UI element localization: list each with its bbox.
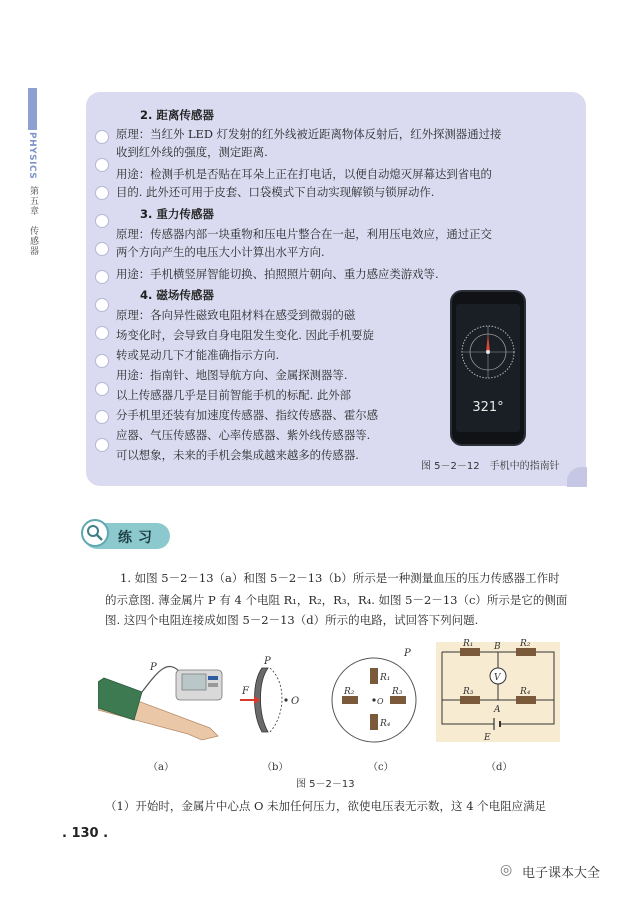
publisher-brand: 电子课本大全	[522, 866, 601, 881]
paragraph-line: 原理：传感器内部一块重物和压电片整合在一起，利用压电效应，通过正交	[116, 227, 492, 241]
compass-degree-readout: 321°	[472, 400, 504, 415]
paragraph-line: 场变化时，会导致自身电阻发生变化. 因此手机要旋	[116, 328, 374, 342]
paragraph-line: 原理：当红外 LED 灯发射的红外线被近距离物体反射后，红外探测器通过接	[116, 127, 502, 141]
binder-hole	[95, 410, 109, 424]
section-heading: 2. 距离传感器	[140, 108, 214, 122]
paragraph-line: 可以想象，未来的手机会集成越来越多的传感器.	[116, 448, 359, 462]
binder-hole	[95, 186, 109, 200]
label-O: O	[377, 697, 384, 706]
binder-hole	[95, 326, 109, 340]
label-R4: R₄	[520, 687, 531, 697]
label-R1: R₁	[463, 639, 474, 649]
subfigure-label-c: （c）	[368, 762, 394, 773]
label-E: E	[484, 733, 491, 743]
label-R3: R₃	[463, 687, 474, 697]
binder-hole	[95, 214, 109, 228]
label-R4: R₄	[380, 719, 391, 729]
chapter-tab-marker	[28, 88, 37, 130]
binder-hole	[95, 130, 109, 144]
label-O: O	[291, 696, 300, 707]
paragraph-line: 收到红外线的强度，测定距离.	[116, 145, 268, 159]
metal-plate-side-view	[236, 652, 306, 752]
binder-hole	[95, 382, 109, 396]
section-heading: 3. 重力传感器	[140, 207, 214, 221]
binder-hole	[95, 270, 109, 284]
label-R2: R₂	[344, 687, 355, 697]
label-R2: R₂	[520, 639, 531, 649]
side-physics-label: PHYSICS	[27, 132, 37, 180]
binder-hole	[95, 438, 109, 452]
label-A: A	[494, 705, 501, 715]
figure-caption: 图 5－2－13	[296, 779, 355, 790]
question-line: 图. 这四个电阻连接成如图 5－2－13（d）所示的电路，试回答下列问题.	[105, 613, 479, 627]
question-line: 1. 如图 5－2－13（a）和图 5－2－13（b）所示是一种测量血压的压力传感器工作时	[120, 571, 560, 585]
binder-hole	[95, 298, 109, 312]
label-F: F	[242, 686, 249, 697]
question-sub-line: （1）开始时，金属片中心点 O 未加任何压力，欲使电压表无示数，这 4 个电阻应满足	[105, 799, 547, 813]
section-heading: 4. 磁场传感器	[140, 288, 214, 302]
binder-hole	[95, 242, 109, 256]
paragraph-line: 以上传感器几乎是目前智能手机的标配. 此外部	[116, 388, 352, 402]
label-P: P	[404, 648, 411, 659]
paragraph-line: 用途：指南针、地图导航方向、金属探测器等.	[116, 368, 348, 382]
subfigure-label-b: （b）	[262, 762, 289, 773]
bridge-circuit-diagram	[432, 638, 564, 748]
binder-hole	[95, 158, 109, 172]
phone-screen	[456, 304, 520, 432]
side-chapter-label: 第五章 传感器	[28, 186, 38, 256]
binder-hole	[95, 354, 109, 368]
label-P: P	[264, 656, 271, 667]
figure-caption: 图 5－2－12 手机中的指南针	[421, 461, 560, 472]
blood-pressure-monitor-illustration	[98, 648, 228, 748]
page-number: . 130 .	[62, 826, 109, 841]
paragraph-line: 分手机里还装有加速度传感器、指纹传感器、霍尔感	[116, 408, 378, 422]
paragraph-line: 用途：检测手机是否贴在耳朵上正在打电话，以便自动熄灭屏幕达到省电的	[116, 167, 492, 181]
phone-compass-image	[450, 290, 526, 446]
resistor-layout-front-view	[322, 646, 418, 746]
subfigure-label-a: （a）	[148, 762, 174, 773]
magnifier-icon	[81, 519, 109, 547]
paragraph-line: 原理：各向异性磁致电阻材料在感受到微弱的磁	[116, 308, 356, 322]
paragraph-line: 目的. 此外还可用于皮套、口袋模式下自动实现解锁与锁屏动作.	[116, 185, 435, 199]
wechat-logo-icon: ◎	[500, 862, 513, 878]
paragraph-line: 用途：手机横竖屏智能切换、拍照照片朝向、重力感应类游戏等.	[116, 267, 439, 281]
label-R3: R₃	[392, 687, 403, 697]
paragraph-line: 转或晃动几下才能准确指示方向.	[116, 348, 280, 362]
exercise-title: 练习	[118, 530, 158, 546]
voltmeter-label: V	[494, 673, 501, 683]
paragraph-line: 两个方向产生的电压大小计算出水平方向.	[116, 245, 325, 259]
paragraph-line: 应器、气压传感器、心率传感器、紫外线传感器等.	[116, 428, 371, 442]
label-B: B	[494, 642, 501, 652]
label-R1: R₁	[380, 673, 391, 683]
label-P: P	[150, 662, 157, 673]
subfigure-label-d: （d）	[486, 762, 513, 773]
question-line: 的示意图. 薄金属片 P 有 4 个电阻 R₁，R₂，R₃，R₄. 如图 5－2－13（c）所示是它的侧面	[105, 593, 568, 607]
